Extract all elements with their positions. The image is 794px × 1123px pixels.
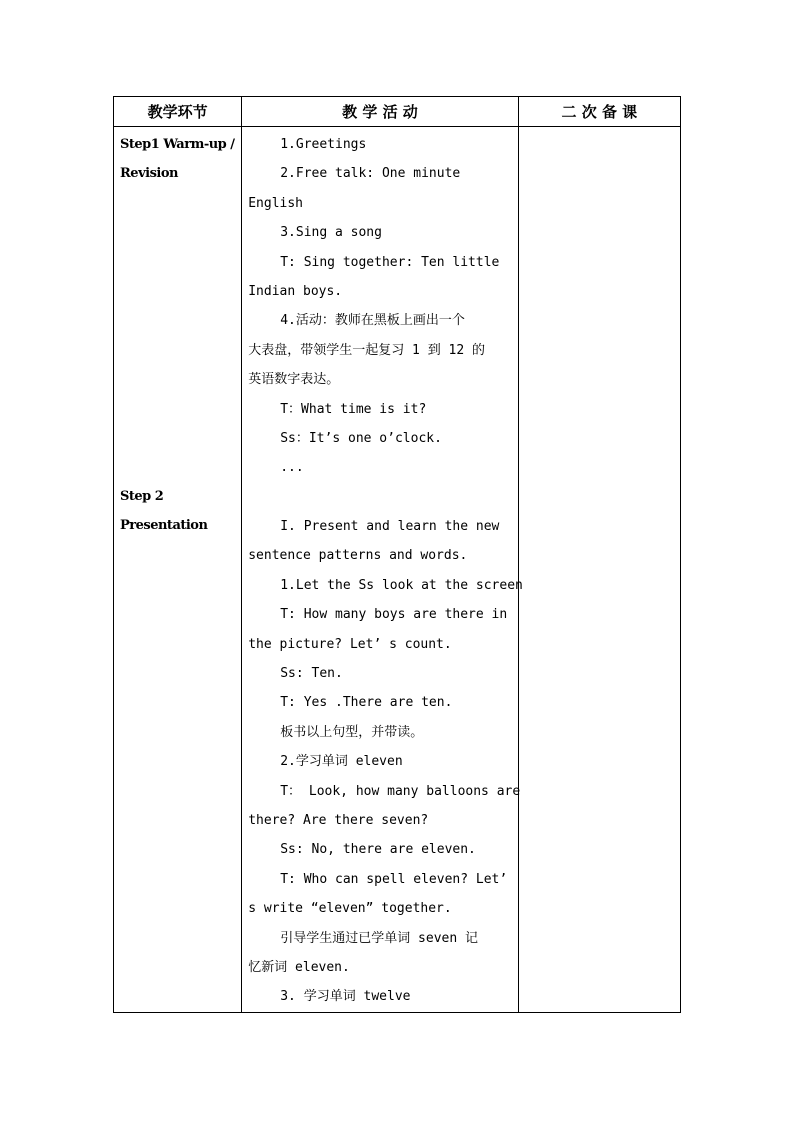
second-prep-cell[interactable] — [518, 127, 680, 1013]
header-activity: 教 学 活 动 — [242, 97, 518, 127]
lesson-plan-table — [113, 96, 681, 1013]
activity-line: 忆新词 eleven. — [248, 959, 350, 975]
activity-line: English — [248, 195, 304, 211]
activity-cell — [242, 127, 523, 1013]
activity-line: 引导学生通过已学单词 seven 记 — [280, 930, 479, 946]
activity-line: T: Yes .There are ten. — [280, 695, 453, 711]
activity-line: T：What time is it? — [280, 401, 427, 417]
activity-line: I. Present and learn the new — [280, 519, 500, 535]
stage-cell — [114, 127, 242, 1013]
stage-warmup-label: Step1 Warm-up / Revision — [120, 137, 235, 182]
activity-line: 英语数字表达。 — [248, 372, 340, 388]
table-header-row — [114, 97, 681, 127]
activity-line: T: How many boys are there in — [280, 607, 508, 623]
activity-line: ... — [280, 460, 304, 476]
activity-line: 大表盘，带领学生一起复习 1 到 12 的 — [248, 342, 486, 358]
activity-line: 板书以上句型，并带读。 — [280, 724, 424, 740]
activity-line: 4.活动：教师在黑板上画出一个 — [280, 313, 465, 329]
activity-line: Ss：It’s one o’clock. — [280, 430, 442, 446]
header-second-prep: 二 次 备 课 — [518, 97, 680, 127]
header-stage: 教学环节 — [114, 97, 242, 127]
activity-line: 1.Let the Ss look at the screen — [280, 577, 523, 593]
activity-line: Ss: No, there are eleven. — [280, 842, 476, 858]
blank-line — [248, 483, 513, 512]
activity-line: Ss: Ten. — [280, 666, 343, 682]
activity-line: T: Who can spell eleven? Let’ — [280, 871, 508, 887]
activity-line: there? Are there seven? — [248, 812, 429, 828]
activity-line: T： Look, how many balloons are — [280, 783, 521, 799]
activity-line: the picture? Let’ s count. — [248, 636, 452, 652]
activity-line: 1.Greetings — [280, 137, 367, 152]
activity-line: 3. 学习单词 twelve — [280, 989, 411, 1005]
activity-line: s write “eleven” together. — [248, 901, 452, 917]
activity-line: 2.Free talk: One minute — [280, 166, 461, 182]
activity-line: 3.Sing a song — [280, 225, 382, 241]
activity-line: Indian boys. — [248, 283, 343, 299]
stage-presentation-label: Step 2 Presentation — [120, 489, 208, 534]
activity-line: T: Sing together: Ten little — [280, 254, 500, 270]
activity-line: sentence patterns and words. — [248, 548, 468, 564]
activity-line: 2.学习单词 eleven — [280, 754, 403, 770]
table-body-row — [114, 127, 681, 1013]
